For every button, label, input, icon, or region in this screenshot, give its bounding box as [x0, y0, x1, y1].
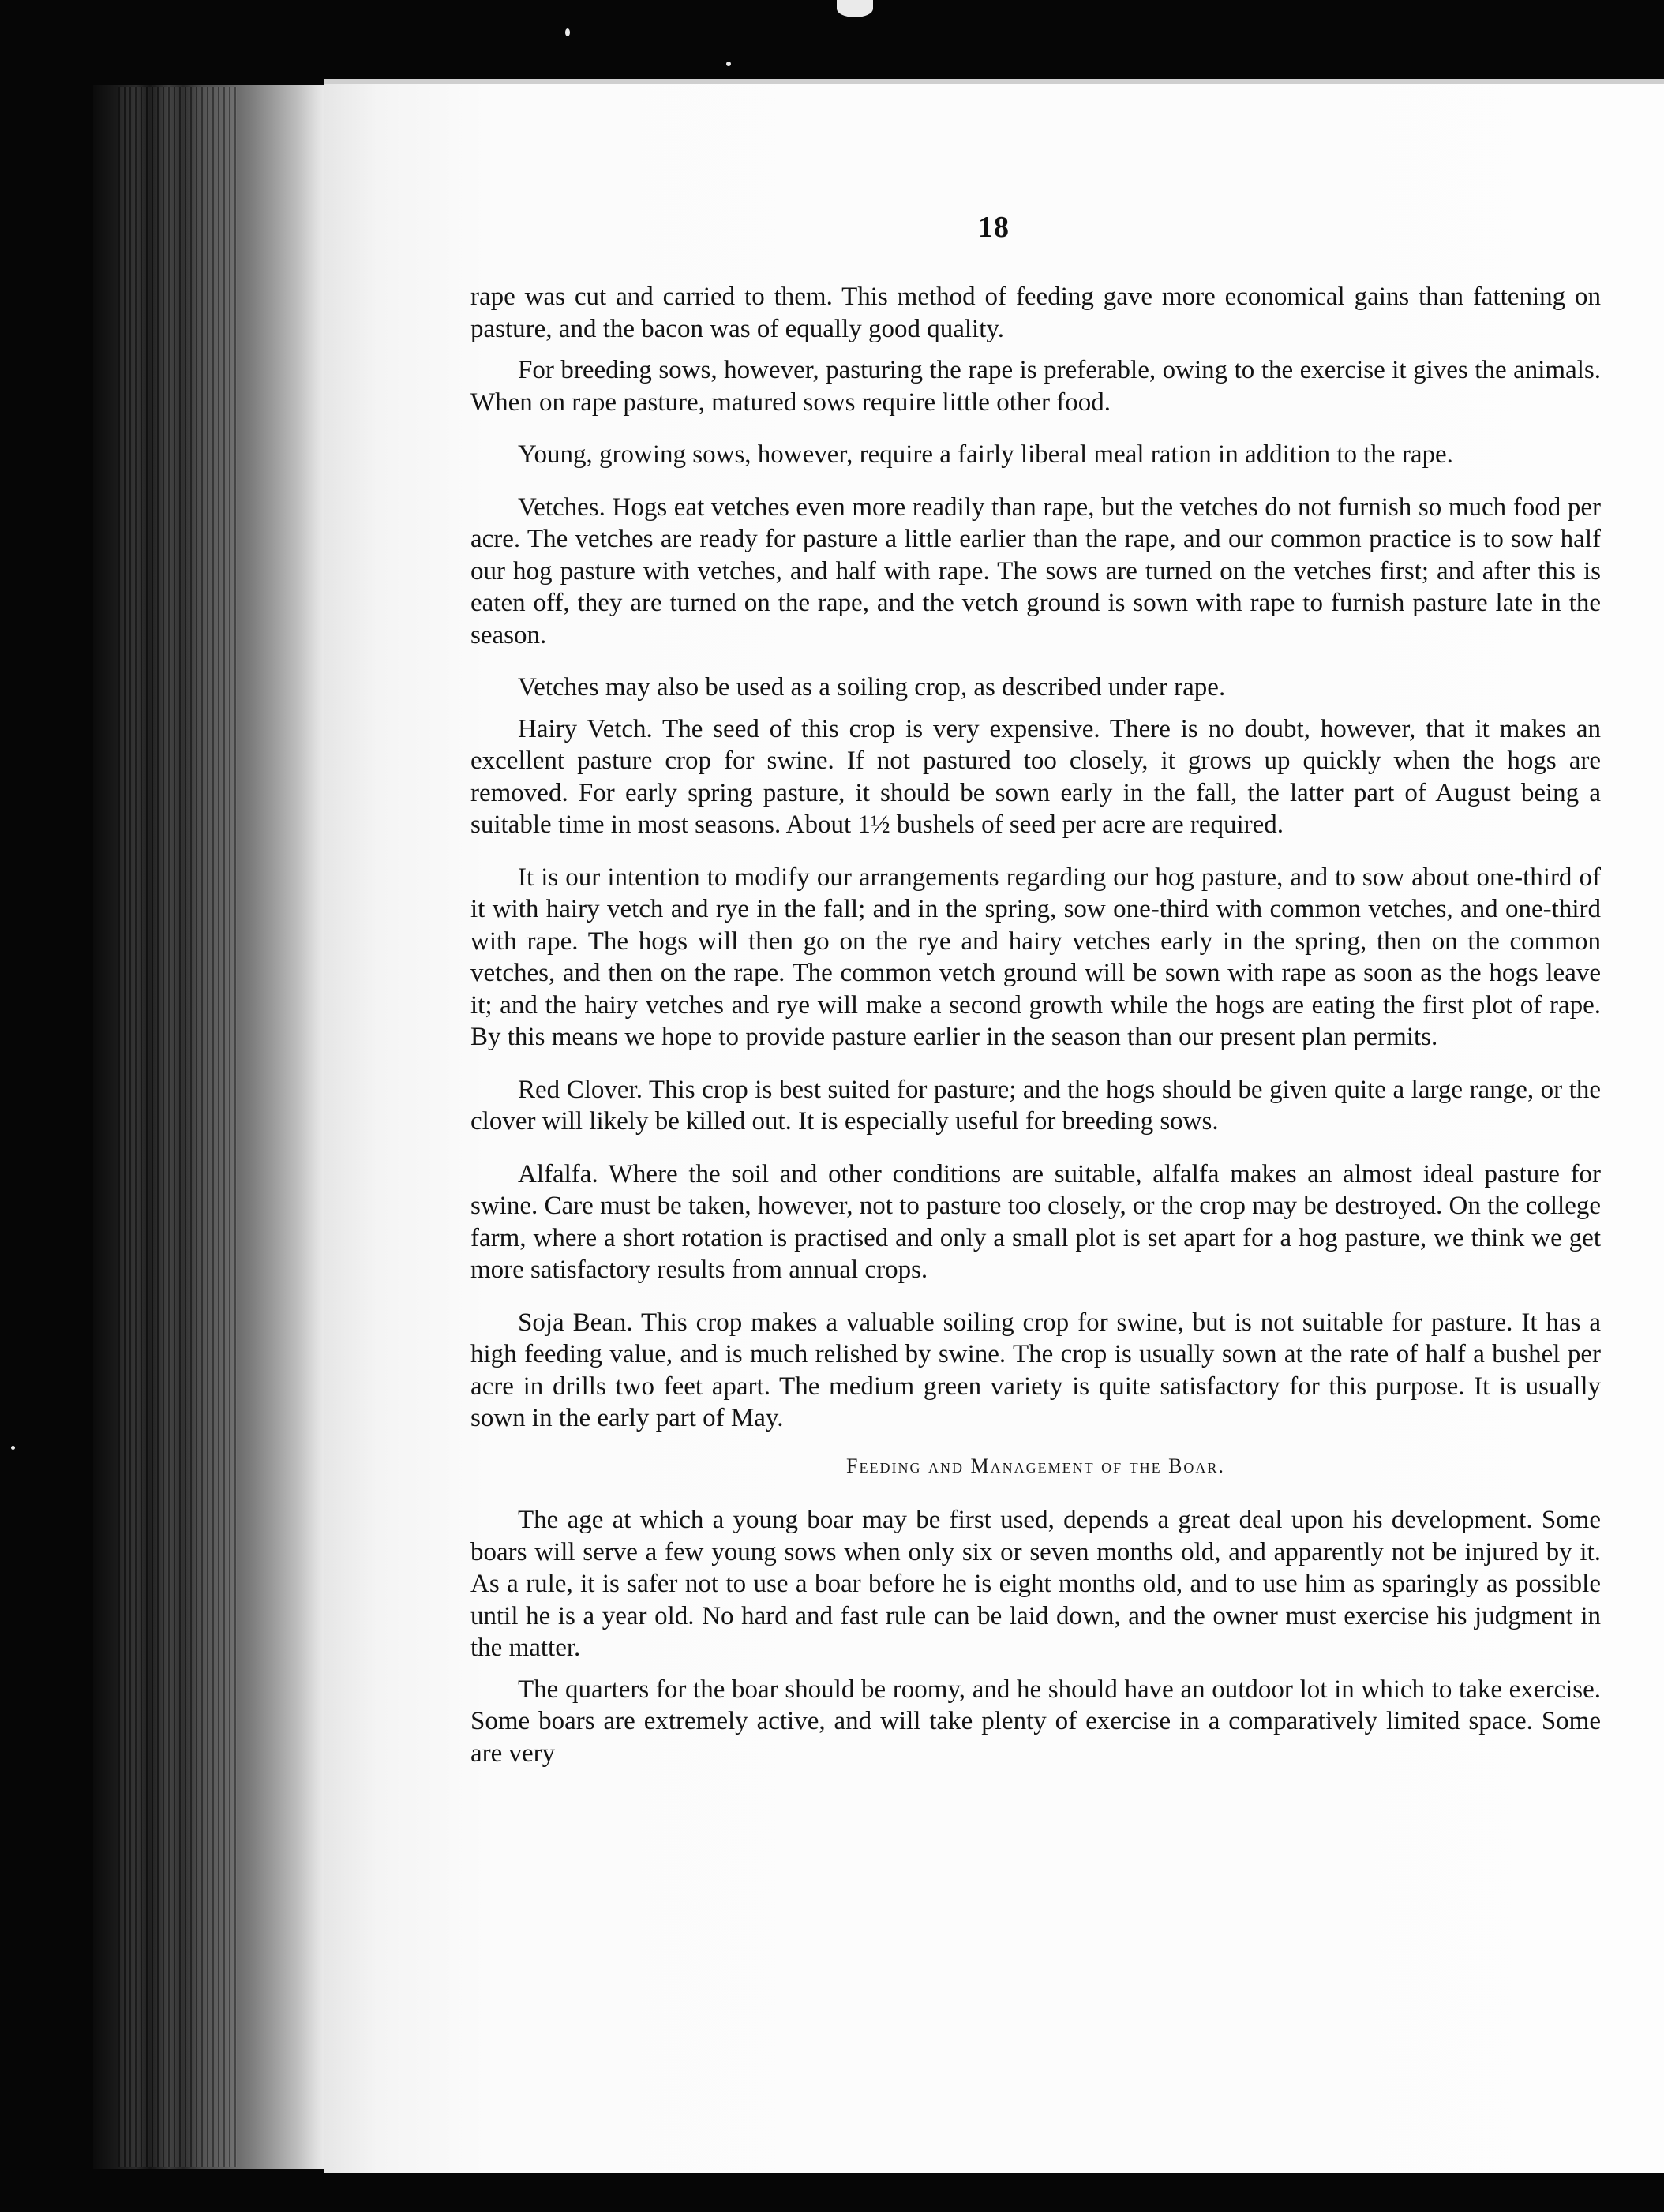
page-text: [470, 281, 1601, 1779]
paragraph: Vetches may also be used as a soiling crop, as described under rape.: [518, 673, 1226, 702]
paragraph: Red Clover. This crop is best suited for pasture; and the hogs should be given quite a large range, or the clover will likely be killed out. It is especially useful for breeding sows.: [470, 1075, 1601, 1136]
paragraph: Hairy Vetch. The seed of this crop is very expensive. There is no doubt, however, that it makes an excellent pasture crop for swine. If not pastured too closely, it grows up quickly when the hogs are removed. For early spring pasture, it should be sown early in the fall, the latter part of August being a suitable time in most seasons. About 1½ bushels of seed per acre are required.: [470, 714, 1601, 839]
paragraph: The age at which a young boar may be first used, depends a great deal upon his development. Some boars will serve a few young sows when only six or seven months old, and apparently not be injured by it. As a rule, it is safer not to use a boar before he is eight months old, and to use him as sparingly as possible until he is a year old. No hard and fast rule can be laid down, and the owner must exercise his judgment in the matter.: [470, 1506, 1601, 1662]
paragraph: Soja Bean. This crop makes a valuable soiling crop for swine, but is not suitable for pasture. It has a high feeding value, and is much relished by swine. The crop is usually sown at the rate of half a bushel per acre in drills two feet apart. The medium green variety is quite satisfactory for this purpose. It is usually sown in the early part of May.: [470, 1308, 1601, 1432]
page-number: 18: [978, 211, 1010, 244]
scan-speck: [565, 28, 570, 36]
paragraph: The quarters for the boar should be roomy, and he should have an outdoor lot in which to take exercise. Some boars are extremely active, and will take plenty of exercise in a comparatively limited space. Some are very: [470, 1675, 1601, 1768]
section-heading: Feeding and Management of the Boar.: [846, 1454, 1225, 1477]
paragraph: It is our intention to modify our arrangements regarding our hog pasture, and to sow about one-third of it with hairy vetch and rye in the fall; and in the spring, sow one-third with common vetches, and one-third with rape. The hogs will then go on the rye and hairy vetches early in the spring, then on the common vetches, and then on the rape. The common vetch ground will be sown with rape as soon as the hogs leave it; and the hairy vetches and rye will make a second growth while the hogs are eating the first plot of rape. By this means we hope to provide pasture earlier in the season than our present plan permits.: [470, 863, 1601, 1051]
paragraph: Vetches. Hogs eat vetches even more readily than rape, but the vetches do not furnish so much food per acre. The vetches are ready for pasture a little earlier than the rape, and our common practice is to sow half our hog pasture with vetches, and half with rape. The sows are turned on the vetches first; and after this is eaten off, they are turned on the rape, and the vetch ground is sown with rape to furnish pasture late in the season.: [470, 492, 1601, 649]
paragraph: rape was cut and carried to them. This method of feeding gave more economical gains than fattening on pasture, and the bacon was of equally good quality.: [470, 283, 1601, 343]
book-page: [324, 84, 1664, 2173]
scan-speck: [726, 62, 731, 66]
paragraph: For breeding sows, however, pasturing the rape is preferable, owing to the exercise it gives the animals. When on rape pasture, matured sows require little other food.: [470, 356, 1601, 417]
paragraph: Young, growing sows, however, require a fairly liberal meal ration in addition to the rape.: [518, 440, 1453, 469]
scan-speck: [837, 0, 873, 17]
paragraph: Alfalfa. Where the soil and other conditions are suitable, alfalfa makes an almost ideal pasture for swine. Care must be taken, however, not to pasture too closely, or the crop may be destroyed. On the college farm, where a short rotation is practised and only a small plot is set apart for a hog pasture, we think we get more satisfactory results from annual crops.: [470, 1159, 1601, 1284]
page-stack-edges: [118, 87, 237, 2167]
scan-speck: [11, 1446, 15, 1450]
